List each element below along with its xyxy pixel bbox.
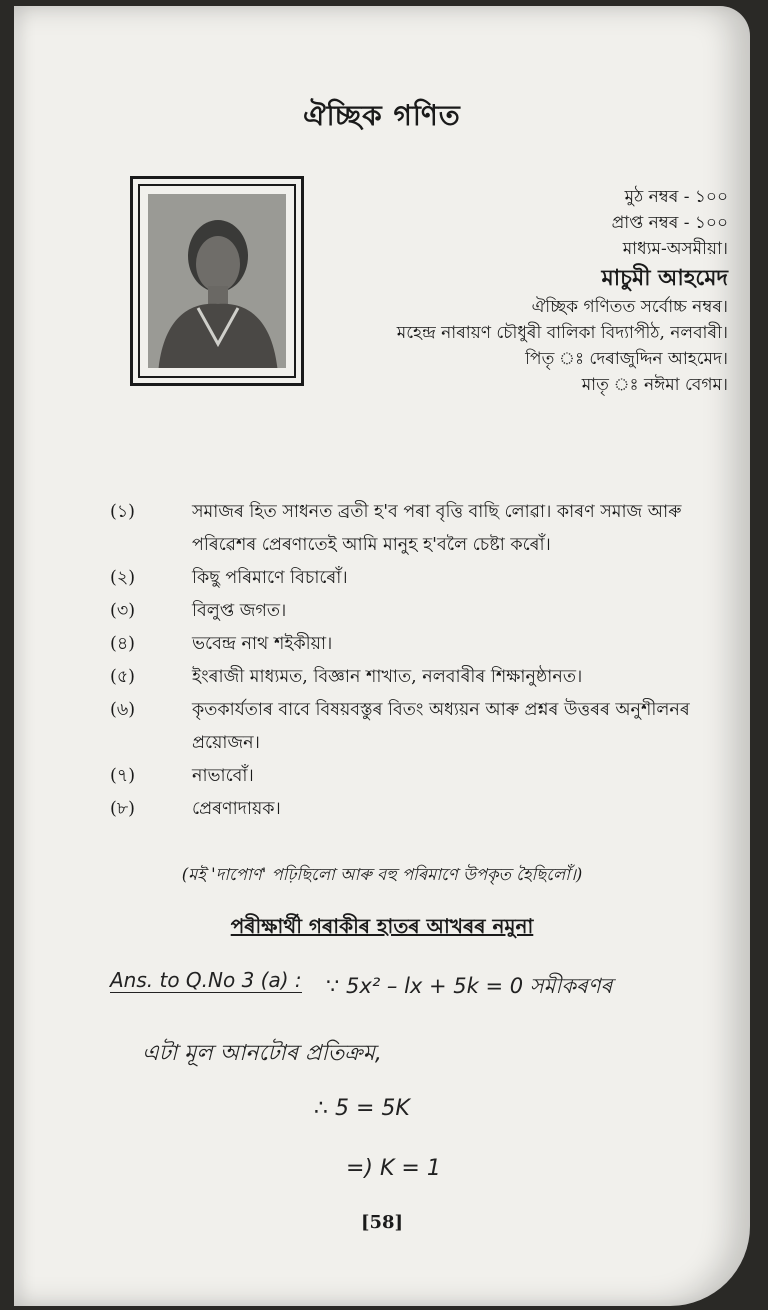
answer-list <box>110 496 750 826</box>
handwriting-equation: ∵ 5x² – lx + 5k = 0 সমীকৰণৰ <box>326 974 613 998</box>
answer-item <box>110 661 750 694</box>
school: মহেন্দ্ৰ নাৰায়ণ চৌধুৰী বালিকা বিদ্যাপীঠ, নলবাৰী। <box>396 323 728 343</box>
page-title: ঐচ্ছিক গণিত <box>303 99 461 132</box>
page-number: [58] <box>360 1212 404 1233</box>
answer-text: ভবেন্দ্ৰ নাথ শইকীয়া। <box>192 634 333 654</box>
handwriting-sample-heading: পৰীক্ষাৰ্থী গৰাকীৰ হাতৰ আখৰৰ নমুনা <box>230 914 534 938</box>
handwriting-line-2: এটা মূল আনটোৰ প্ৰতিক্ৰম, <box>142 1041 382 1066</box>
answer-text: নাভাবোঁ। <box>192 766 254 786</box>
book-page <box>14 6 750 1306</box>
reader-note: (মই 'দাপোণ' পঢ়িছিলো আৰু বহু পৰিমাণে উপকৃত হৈছিলোঁ।) <box>181 865 583 884</box>
answer-item <box>110 562 750 595</box>
answer-item <box>110 595 750 628</box>
answer-text: ইংৰাজী মাধ্যমত, বিজ্ঞান শাখাত, নলবাৰীৰ শিক্ষানুষ্ঠানত। <box>192 667 583 687</box>
answer-number: (৬) <box>110 700 136 720</box>
mother-name: মাতৃ ঃ নঈমা বেগম। <box>581 375 728 395</box>
student-photo-frame <box>130 176 304 386</box>
answer-number: (১) <box>110 502 136 522</box>
answer-number: (২) <box>110 568 136 588</box>
answer-text: কিছু পৰিমাণে বিচাৰোঁ। <box>192 568 348 588</box>
answer-number: (৫) <box>110 667 136 687</box>
handwriting-line-4: =) K = 1 <box>346 1156 441 1181</box>
answer-text: প্ৰেৰণাদায়ক। <box>192 799 281 819</box>
answer-text: কৃতকাৰ্যতাৰ বাবে বিষয়বস্তুৰ বিতং অধ্যয়ন আৰু প্ৰশ্নৰ উত্তৰৰ অনুশীলনৰ প্ৰয়োজন। <box>192 700 690 753</box>
answer-number: (৮) <box>110 799 136 819</box>
answer-item <box>110 694 750 760</box>
answer-number: (৭) <box>110 766 136 786</box>
full-marks: মুঠ নম্বৰ - ১০০ <box>624 187 728 207</box>
student-name: মাচুমী আহমেদ <box>601 265 728 291</box>
medium: মাধ্যম-অসমীয়া। <box>622 239 728 259</box>
answer-text: সমাজৰ হিত সাধনত ব্ৰতী হ'ব পৰা বৃত্তি বাছি লোৱা। কাৰণ সমাজ আৰু পৰিৱেশৰ প্ৰেৰণাতেই আমি মানুহ হ'বলৈ চেষ্টা কৰোঁ। <box>192 502 682 555</box>
father-name: পিতৃ ঃ দেৰাজুদ্দিন আহমেদ। <box>525 349 728 369</box>
answer-item <box>110 496 750 562</box>
answer-item <box>110 793 750 826</box>
answer-item <box>110 760 750 793</box>
student-photo <box>148 194 286 368</box>
handwriting-line-3: ∴ 5 = 5K <box>314 1096 410 1121</box>
answer-item <box>110 628 750 661</box>
student-info <box>397 184 728 398</box>
distinction: ঐচ্ছিক গণিতত সৰ্বোচ্চ নম্বৰ। <box>531 297 728 317</box>
answer-number: (৪) <box>110 634 136 654</box>
answer-text: বিলুপ্ত জগত। <box>192 601 287 621</box>
person-portrait-icon <box>148 194 286 368</box>
obtained-marks: প্ৰাপ্ত নম্বৰ - ১০০ <box>611 213 728 233</box>
answer-number: (৩) <box>110 601 136 621</box>
handwriting-answer-label: Ans. to Q.No 3 (a) : <box>110 968 302 992</box>
